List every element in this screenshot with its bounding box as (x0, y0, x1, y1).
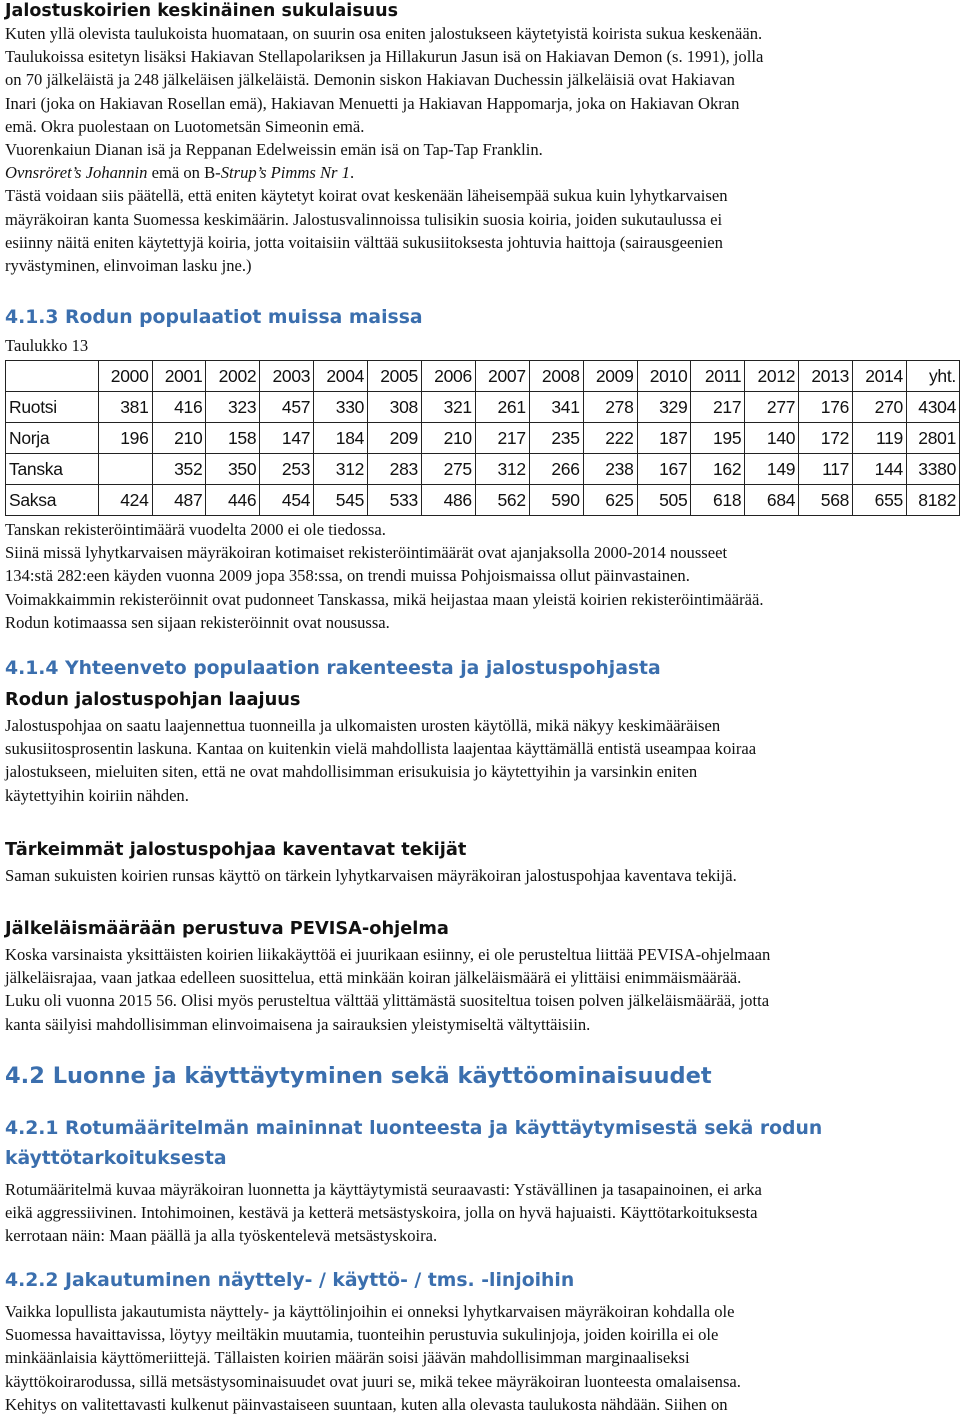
text-line: kanta säilyisi mahdollisimman elinvoimaisena ja sairauksien yleistymiseltä vältyttäisiin. (5, 1014, 591, 1034)
total-cell: 8182 (906, 485, 959, 516)
year-header-cell: 2007 (475, 361, 529, 392)
year-header-cell: 2003 (260, 361, 314, 392)
value-cell: 235 (529, 423, 583, 454)
country-cell: Saksa (6, 485, 99, 516)
heading-line: 4.2.1 Rotumääritelmän maininnat luonteesta ja käyttäytymisestä sekä rodun (5, 1118, 823, 1139)
text-line: käyttökoirarodussa, sillä metsästysominaisuudet ovat juuri se, mikä tekee mäyräkoiran luonteesta omalaisensa. (5, 1371, 741, 1391)
year-header-cell: 2010 (637, 361, 691, 392)
text-line: sukusiitosprosentin laskuna. Kantaa on kuitenkin vielä mahdollista laajentaa käyttämällä entistä useampaa koiraa (5, 739, 757, 759)
section-heading-4-2-2: 4.2.2 Jakautuminen näyttely- / käyttö- / tms. -linjoihin (5, 1270, 575, 1291)
value-cell: 162 (691, 454, 745, 485)
text-line: Voimakkaimmin rekisteröinnit ovat pudonneet Tanskassa, mikä heijastaa maan yleistä koirien rekisteröintimäärää. (5, 589, 764, 609)
value-cell: 266 (529, 454, 583, 485)
value-cell: 321 (421, 392, 475, 423)
table-corner-cell (6, 361, 99, 392)
value-cell: 149 (745, 454, 799, 485)
text-line: jälkeläisrajaa, vaan jatkaa edelleen suosittelua, että minkään koiran jälkeläismäärä ei ylittäisi enimmäismäärää. (5, 968, 742, 988)
value-cell: 424 (98, 485, 152, 516)
text-line: minkäänlaisia käyttömeriittejä. Tällaisten koirien määrän soisi jäävän mahdollisimman marginaaliseksi (5, 1348, 690, 1368)
table-note: Tanskan rekisteröintimäärä vuodelta 2000 ei ole tiedossa. (5, 520, 386, 539)
section-heading-4-2: 4.2 Luonne ja käyttäytyminen sekä käyttöominaisuudet (5, 1063, 712, 1089)
year-header-cell: 2006 (421, 361, 475, 392)
dog-name-italic: Ovnsröret’s Johannin (5, 163, 148, 183)
year-header-cell: 2012 (745, 361, 799, 392)
text-line: eikä aggressiivinen. Intohimoinen, kestävä ja ketterä metsästyskoira, jolla on hyvä hajuaisti. Käyttötarkoituksesta (5, 1203, 758, 1223)
value-cell: 117 (799, 454, 853, 485)
value-cell: 196 (98, 423, 152, 454)
section-heading-4-1-3: 4.1.3 Rodun populaatiot muissa maissa (5, 307, 423, 328)
text-line: emä. Okra puolestaan on Luotometsän Simeonin emä. (5, 116, 365, 136)
value-cell: 562 (475, 485, 529, 516)
subheading-narrowing-factors: Tärkeimmät jalostuspohjaa kaventavat tekijät (5, 839, 467, 860)
text-line-ovnsroret (5, 161, 955, 184)
dog-name-italic: Strup’s Pimms Nr 1 (220, 163, 350, 183)
value-cell: 486 (421, 485, 475, 516)
value-cell: 209 (368, 423, 422, 454)
value-cell: 167 (637, 454, 691, 485)
value-cell: 625 (583, 485, 637, 516)
registration-table (5, 360, 960, 516)
text-line: käytettyihin koiriin nähden. (5, 785, 189, 805)
subheading-breeding-base: Rodun jalostuspohjan laajuus (5, 689, 301, 710)
value-cell: 270 (853, 392, 907, 423)
text-fragment: . (349, 163, 355, 183)
value-cell: 533 (368, 485, 422, 516)
text-line: Kehitys on valitettavasti kulkenut päinvastaiseen suuntaan, kuten alla olevasta taulukosta nähdään. Siihen on (5, 1394, 728, 1414)
text-line: Vuorenkaiun Dianan isä ja Reppanan Edelweissin emän isä on Tap-Tap Franklin. (5, 140, 543, 160)
text-line: Tästä voidaan siis päätellä, että eniten käytetyt koirat ovat keskenään läheisempää sukua kuin lyhytkarvaisen (5, 186, 728, 206)
value-cell: 545 (314, 485, 368, 516)
value-cell: 312 (475, 454, 529, 485)
text-fragment: emä on B- (147, 163, 221, 183)
value-cell: 457 (260, 392, 314, 423)
value-cell: 261 (475, 392, 529, 423)
value-cell: 158 (206, 423, 260, 454)
value-cell: 238 (583, 454, 637, 485)
value-cell: 275 (421, 454, 475, 485)
value-cell: 195 (691, 423, 745, 454)
value-cell: 172 (799, 423, 853, 454)
year-header-cell: 2014 (853, 361, 907, 392)
text-line: Rodun kotimaassa sen sijaan rekisteröinnit ovat nousussa. (5, 612, 390, 632)
value-cell: 140 (745, 423, 799, 454)
year-header-cell: 2004 (314, 361, 368, 392)
value-cell: 210 (421, 423, 475, 454)
table-caption: Taulukko 13 (5, 336, 89, 355)
text-line: jalostukseen, mieluiten siten, että ne ovat mahdollisimman erisukuisia jo käytettyihin ja varsinkin eniten (5, 762, 698, 782)
paragraph-4-2-2 (5, 1300, 955, 1416)
text-line: esiinny näitä eniten käytettyjä koiria, jotta voitaisiin välttää sukusiitoksesta johtuvia haittoja (sairausgeenien (5, 232, 723, 252)
value-cell: 341 (529, 392, 583, 423)
value-cell: 217 (475, 423, 529, 454)
value-cell: 119 (853, 423, 907, 454)
country-cell: Ruotsi (6, 392, 99, 423)
text-line: Siinä missä lyhytkarvaisen mäyräkoiran kotimaiset rekisteröintimäärät ovat ajanjaksolla 2000-2014 nousseet (5, 543, 728, 563)
value-cell: 487 (152, 485, 206, 516)
text-line: Suomessa havaittavissa, löytyy meiltäkin muutamia, tuonteihin perustuvia sukulinjoja, joiden koirilla ei ole (5, 1325, 719, 1345)
total-cell: 3380 (906, 454, 959, 485)
paragraph-inbreeding (5, 22, 955, 277)
text-line: Rotumääritelmä kuvaa mäyräkoiran luonnetta ja käyttäytymistä seuraavasti: Ystävällinen ja tasapainoinen, ei arka (5, 1180, 762, 1199)
heading-line: käyttötarkoituksesta (5, 1148, 227, 1169)
paragraph-breeding-base (5, 714, 955, 807)
value-cell: 618 (691, 485, 745, 516)
value-cell: 329 (637, 392, 691, 423)
value-cell: 454 (260, 485, 314, 516)
value-cell: 416 (152, 392, 206, 423)
year-header-cell: 2002 (206, 361, 260, 392)
year-header-cell: 2001 (152, 361, 206, 392)
section-heading-4-1-4: 4.1.4 Yhteenveto populaation rakenteesta ja jalostuspohjasta (5, 658, 661, 679)
text-line: Jalostuspohjaa on saatu laajennettua tuonneilla ja ulkomaisten urosten käytöllä, mikä näkyy keskimääräisen (5, 716, 721, 735)
value-cell: 505 (637, 485, 691, 516)
value-cell: 352 (152, 454, 206, 485)
text-line: mäyräkoiran kanta Suomessa keskimäärin. Jalostusvalinnoissa tulisikin suosia koiria, joiden sukutaulussa ei (5, 209, 723, 229)
value-cell: 655 (853, 485, 907, 516)
value-cell: 176 (799, 392, 853, 423)
value-cell: 312 (314, 454, 368, 485)
value-cell: 222 (583, 423, 637, 454)
year-header-cell: 2000 (98, 361, 152, 392)
table-row (6, 392, 960, 423)
text-line: Kuten yllä olevista taulukoista huomataan, on suurin osa eniten jalostukseen käytetyistä koirista sukua keskenään. (5, 24, 763, 43)
section-heading-4-2-1 (5, 1114, 955, 1174)
value-cell: 217 (691, 392, 745, 423)
year-header-cell: 2009 (583, 361, 637, 392)
value-cell: 446 (206, 485, 260, 516)
total-cell: 4304 (906, 392, 959, 423)
value-cell: 308 (368, 392, 422, 423)
total-cell: 2801 (906, 423, 959, 454)
paragraph-4-1-3 (5, 518, 955, 634)
total-header-cell: yht. (906, 361, 959, 392)
text-line: ryvästyminen, elinvoiman lasku jne.) (5, 256, 252, 276)
value-cell: 147 (260, 423, 314, 454)
text-line: Saman sukuisten koirien runsas käyttö on tärkein lyhytkarvaisen mäyräkoiran jalostuspohjaa kaventava tekijä. (5, 866, 737, 885)
value-cell: 278 (583, 392, 637, 423)
value-cell: 184 (314, 423, 368, 454)
value-cell: 568 (799, 485, 853, 516)
year-header-cell: 2013 (799, 361, 853, 392)
value-cell: 381 (98, 392, 152, 423)
country-cell: Tanska (6, 454, 99, 485)
table-row (6, 485, 960, 516)
year-header-cell: 2008 (529, 361, 583, 392)
value-cell (98, 454, 152, 485)
value-cell: 253 (260, 454, 314, 485)
value-cell: 277 (745, 392, 799, 423)
text-line: Taulukoissa esitetyn lisäksi Hakiavan Stellapolariksen ja Hillakurun Jasun isä on Hakiavan Demon (s. 1991), jolla (5, 47, 764, 67)
paragraph-narrowing-factors (5, 864, 955, 887)
value-cell: 323 (206, 392, 260, 423)
country-cell: Norja (6, 423, 99, 454)
value-cell: 330 (314, 392, 368, 423)
table-row (6, 454, 960, 485)
paragraph-pevisa (5, 943, 955, 1036)
text-line: Vaikka lopullista jakautumista näyttely- ja käyttölinjoihin ei onneksi lyhytkarvaisen mäyräkoiran kohdalla ole (5, 1302, 735, 1321)
subheading-pevisa: Jälkeläismäärään perustuva PEVISA-ohjelma (5, 918, 449, 939)
table-row (6, 423, 960, 454)
text-line: Luku oli vuonna 2015 56. Olisi myös perusteltua välttää ylittämästä suositeltua toisen polven jälkeläismäärää, jotta (5, 991, 770, 1011)
text-line: 134:stä 282:een käyden vuonna 2009 jopa 358:ssa, on trendi muissa Pohjoismaissa ollut päinvastainen. (5, 566, 690, 586)
value-cell: 210 (152, 423, 206, 454)
text-line: Inari (joka on Hakiavan Rosellan emä), Hakiavan Menuetti ja Hakiavan Happomarja, joka on Hakiavan Okran (5, 93, 740, 113)
text-line: kerrotaan näin: Maan päällä ja alla työskentelevä metsästyskoira. (5, 1226, 438, 1246)
value-cell: 590 (529, 485, 583, 516)
value-cell: 187 (637, 423, 691, 454)
value-cell: 350 (206, 454, 260, 485)
value-cell: 684 (745, 485, 799, 516)
table-header-row (6, 361, 960, 392)
value-cell: 144 (853, 454, 907, 485)
text-line: Koska varsinaista yksittäisten koirien liikakäyttöä ei juurikaan esiinny, ei ole perusteltua liittää PEVISA-ohjelmaan (5, 945, 771, 964)
paragraph-4-2-1 (5, 1178, 955, 1248)
section-heading-inbreeding: Jalostuskoirien keskinäinen sukulaisuus (5, 1, 398, 21)
value-cell: 283 (368, 454, 422, 485)
year-header-cell: 2011 (691, 361, 745, 392)
year-header-cell: 2005 (368, 361, 422, 392)
text-line: on 70 jälkeläistä ja 248 jälkeläisen jälkeläistä. Demonin siskon Hakiavan Duchessin jälkeläisiä ovat Hakiavan (5, 70, 735, 90)
